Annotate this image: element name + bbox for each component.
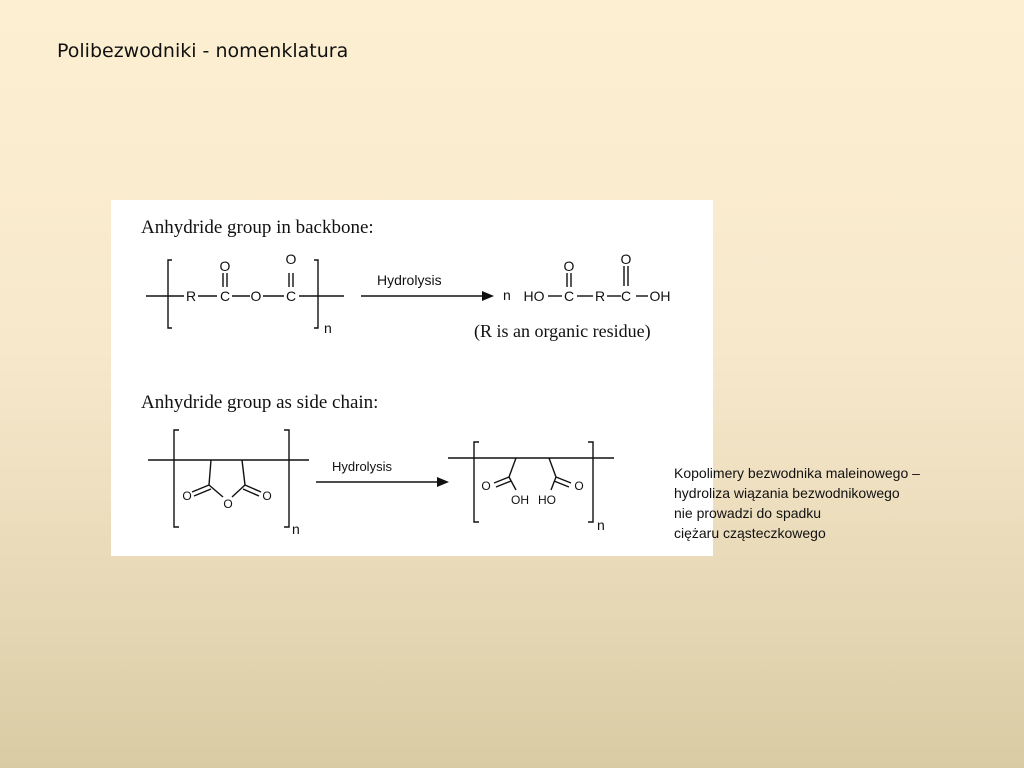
subscript-n-1: n bbox=[324, 320, 332, 336]
r-residue-note: (R is an organic residue) bbox=[474, 321, 651, 341]
atom-r: R bbox=[185, 288, 197, 304]
acid-oh-right bbox=[551, 477, 556, 490]
ring-bond-3 bbox=[209, 485, 223, 497]
ring-o-bridge: O bbox=[223, 497, 233, 511]
arrow-head-2 bbox=[437, 477, 449, 487]
ring-o-left: O bbox=[182, 489, 192, 503]
note-line-2: hydroliza wiązania bezwodnikowego bbox=[674, 485, 900, 501]
bracket-left-3 bbox=[474, 442, 479, 522]
atom-p-c2: C bbox=[620, 288, 632, 304]
note-line-3: nie prowadzi do spadku bbox=[674, 505, 822, 521]
acid-ho-right-label: HO bbox=[538, 493, 556, 507]
section2-heading: Anhydride group as side chain: bbox=[141, 392, 379, 413]
atom-c2: C bbox=[285, 288, 297, 304]
bracket-right-3 bbox=[588, 442, 593, 522]
ring-bond-4 bbox=[232, 485, 245, 497]
acid-oh-left-label: OH bbox=[511, 493, 529, 507]
acid-o-left: O bbox=[481, 479, 491, 493]
acid-o-right: O bbox=[574, 479, 584, 493]
acid-oh-left bbox=[509, 477, 516, 490]
section1-heading: Anhydride group in backbone: bbox=[141, 217, 374, 238]
atom-o1: O bbox=[219, 258, 231, 274]
atom-o2: O bbox=[285, 251, 297, 267]
bracket-left-2 bbox=[174, 430, 179, 527]
atom-p-ho: HO bbox=[523, 288, 545, 304]
coefficient-n: n bbox=[503, 287, 511, 303]
atom-p-r: R bbox=[594, 288, 606, 304]
atom-o-bridge: O bbox=[250, 288, 262, 304]
reaction-figure bbox=[111, 200, 713, 556]
slide-title: Polibezwodniki - nomenklatura bbox=[57, 40, 349, 62]
subscript-n-3: n bbox=[597, 517, 605, 533]
subscript-n-2: n bbox=[292, 521, 300, 537]
ring-bond-2 bbox=[242, 460, 245, 485]
ring-o-right: O bbox=[262, 489, 272, 503]
maleic-anhydride-note bbox=[674, 463, 1014, 543]
note-line-1: Kopolimery bezwodnika maleinowego – bbox=[674, 465, 920, 481]
arrow-head-1 bbox=[482, 291, 494, 301]
acid-bond-1 bbox=[509, 458, 516, 477]
acid-bond-2 bbox=[549, 458, 556, 477]
bracket-left-1 bbox=[168, 260, 172, 328]
atom-p-oh: OH bbox=[649, 288, 671, 304]
hydrolysis-label-1: Hydrolysis bbox=[377, 272, 442, 288]
atom-p-o1: O bbox=[563, 258, 575, 274]
note-line-4: ciężaru cząsteczkowego bbox=[674, 525, 826, 541]
bracket-right-2 bbox=[284, 430, 289, 527]
atom-c1: C bbox=[219, 288, 231, 304]
ring-bond-1 bbox=[209, 460, 211, 485]
atom-p-o2: O bbox=[620, 251, 632, 267]
bracket-right-1 bbox=[314, 260, 318, 328]
atom-p-c1: C bbox=[563, 288, 575, 304]
hydrolysis-label-2: Hydrolysis bbox=[332, 459, 392, 474]
reaction-diagram bbox=[111, 200, 713, 556]
